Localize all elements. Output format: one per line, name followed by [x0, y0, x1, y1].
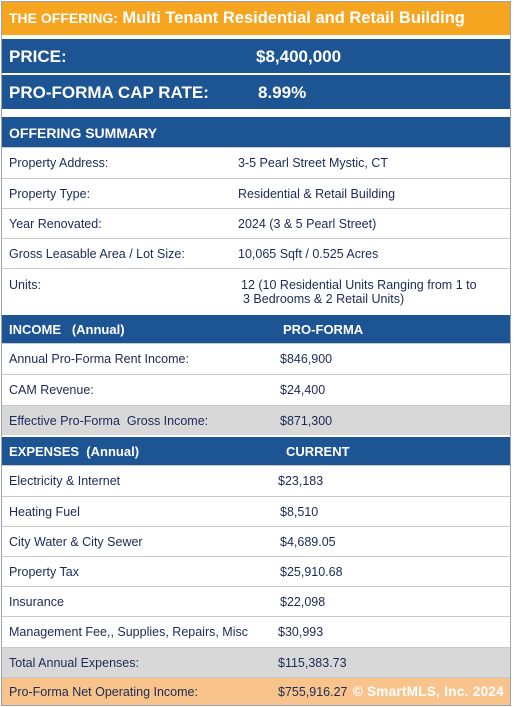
summary-value: 10,065 Sqft / 0.525 Acres — [238, 247, 379, 261]
noi-value: $755,916.27 — [278, 685, 348, 699]
income-total-label: Effective Pro-Forma Gross Income: — [9, 414, 209, 428]
expenses-title: EXPENSES (Annual) — [9, 444, 140, 459]
cap-rate-value: 8.99% — [258, 83, 307, 102]
summary-row-units — [2, 268, 510, 313]
income-label: CAM Revenue: — [9, 383, 94, 397]
expense-value: $8,510 — [280, 505, 319, 519]
income-row — [2, 374, 510, 405]
summary-value: 3-5 Pearl Street Mystic, CT — [238, 156, 389, 170]
summary-value: 2024 (3 & 5 Pearl Street) — [238, 217, 377, 231]
summary-label: Property Type: — [9, 187, 91, 201]
income-heading — [2, 313, 510, 343]
summary-row — [2, 178, 510, 208]
expenses-heading — [2, 435, 510, 465]
summary-row — [2, 238, 510, 268]
summary-label: Property Address: — [9, 156, 109, 170]
expense-value: $25,910.68 — [280, 565, 343, 579]
noi-label: Pro-Forma Net Operating Income: — [9, 685, 198, 699]
expenses-total-row — [2, 647, 510, 677]
price-label: PRICE: — [9, 47, 67, 66]
summary-label: Units: — [9, 278, 41, 292]
income-row — [2, 343, 510, 374]
expense-label: Electricity & Internet — [9, 474, 121, 488]
offering-summary-title: OFFERING SUMMARY — [9, 125, 158, 141]
expenses-total-value: $115,383.73 — [278, 656, 347, 670]
noi-row — [2, 677, 510, 705]
units-value-line2: 3 Bedrooms & 2 Retail Units) — [243, 292, 405, 306]
cap-rate-row — [2, 73, 510, 109]
price-row — [2, 37, 510, 73]
offering-summary-heading — [2, 115, 510, 147]
expense-value: $4,689.05 — [280, 535, 336, 549]
income-total-value: $871,300 — [280, 414, 333, 428]
expenses-column-header: CURRENT — [286, 444, 350, 459]
expense-row — [2, 465, 510, 496]
summary-label: Gross Leasable Area / Lot Size: — [9, 247, 185, 261]
expense-label: Management Fee,, Supplies, Repairs, Misc — [9, 625, 248, 639]
expense-value: $30,993 — [278, 625, 324, 639]
expense-row — [2, 586, 510, 616]
expenses-total-label: Total Annual Expenses: — [9, 656, 139, 670]
income-total-row — [2, 405, 510, 435]
expense-row — [2, 556, 510, 586]
expense-row — [2, 616, 510, 647]
expense-value: $22,098 — [280, 595, 326, 609]
title-bar — [2, 2, 510, 35]
title-prefix: THE OFFERING: — [9, 10, 118, 26]
expense-value: $23,183 — [278, 474, 324, 488]
income-label: Annual Pro-Forma Rent Income: — [9, 352, 189, 366]
expense-row — [2, 526, 510, 556]
units-value-line1: 12 (10 Residential Units Ranging from 1 to — [241, 278, 477, 292]
expense-label: City Water & City Sewer — [9, 535, 143, 549]
income-column-header: PRO-FORMA — [283, 322, 364, 337]
income-value: $24,400 — [280, 383, 326, 397]
expense-row — [2, 496, 510, 526]
income-value: $846,900 — [280, 352, 333, 366]
expense-label: Insurance — [9, 595, 64, 609]
price-value: $8,400,000 — [256, 47, 342, 66]
summary-row — [2, 147, 510, 178]
income-title: INCOME (Annual) — [9, 322, 125, 337]
expense-label: Heating Fuel — [9, 505, 80, 519]
title-text: Multi Tenant Residential and Retail Building — [122, 9, 465, 27]
summary-value: Residential & Retail Building — [238, 187, 396, 201]
summary-row — [2, 208, 510, 238]
cap-rate-label: PRO-FORMA CAP RATE: — [9, 83, 209, 102]
smartmls-watermark: © SmartMLS, Inc. 2024 — [352, 684, 504, 699]
expense-label: Property Tax — [9, 565, 79, 579]
summary-label: Year Renovated: — [9, 217, 102, 231]
